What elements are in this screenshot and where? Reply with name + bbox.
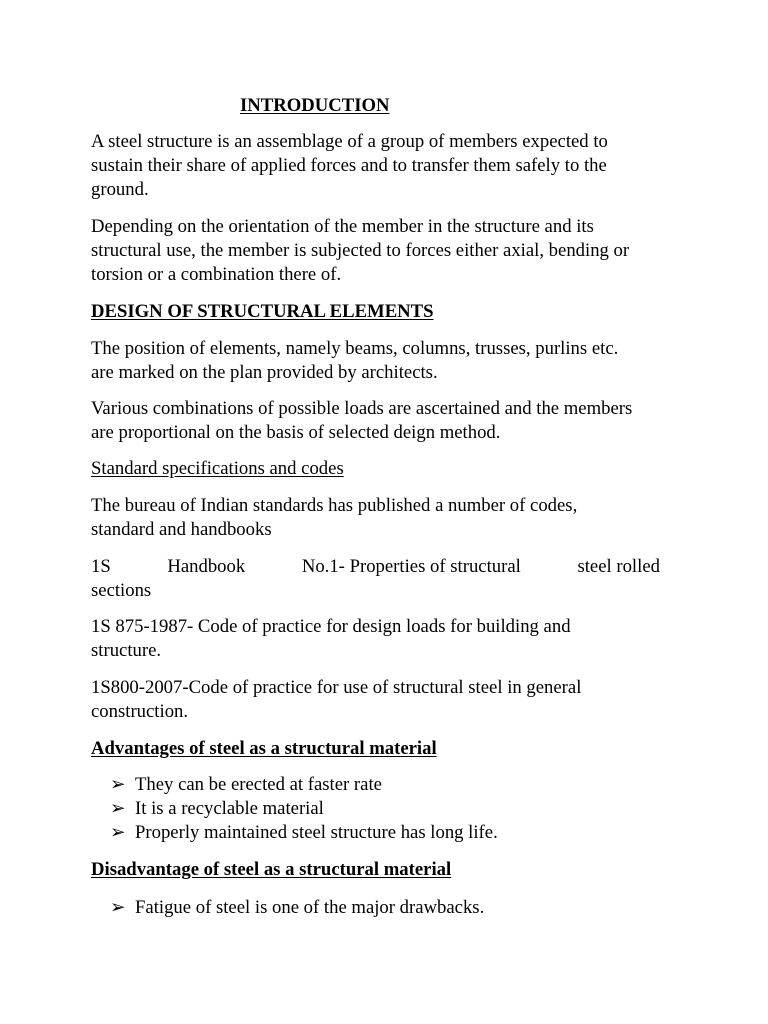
specs-para1-line1: The bureau of Indian standards has published a number of codes, xyxy=(91,495,578,516)
arrow-bullet-icon: ➢ xyxy=(110,822,126,843)
list-item xyxy=(110,773,382,797)
advantage-item-3: Properly maintained steel structure has long life. xyxy=(135,822,498,843)
code3-line1: 1S800-2007-Code of practice for use of structural steel in general xyxy=(91,677,582,698)
code3-line2: construction. xyxy=(91,701,189,722)
intro-para1-line3: ground. xyxy=(91,179,149,200)
code2-line2: structure. xyxy=(91,640,162,661)
intro-para2-line3: torsion or a combination there of. xyxy=(91,264,342,285)
intro-para2-line1: Depending on the orientation of the member in the structure and its xyxy=(91,216,594,237)
list-item xyxy=(110,797,324,821)
list-item xyxy=(110,896,484,920)
list-item xyxy=(110,821,498,845)
design-para2-line1: Various combinations of possible loads are ascertained and the members xyxy=(91,398,633,419)
intro-para1-line1: A steel structure is an assemblage of a group of members expected to xyxy=(91,131,608,152)
code1-word-2: Handbook xyxy=(167,556,246,577)
arrow-bullet-icon: ➢ xyxy=(110,897,126,918)
code1-word-1: 1S xyxy=(91,556,111,577)
design-heading: DESIGN OF STRUCTURAL ELEMENTS xyxy=(91,301,434,322)
disadvantages-heading: Disadvantage of steel as a structural material xyxy=(91,859,452,880)
advantage-item-1: They can be erected at faster rate xyxy=(135,774,382,795)
arrow-bullet-icon: ➢ xyxy=(110,798,126,819)
disadvantage-item-1: Fatigue of steel is one of the major drawbacks. xyxy=(135,897,485,918)
design-para2-line2: are proportional on the basis of selected deign method. xyxy=(91,422,501,443)
intro-para2-line2: structural use, the member is subjected to forces either axial, bending or xyxy=(91,240,630,261)
advantages-heading: Advantages of steel as a structural material xyxy=(91,738,437,759)
code2-line1: 1S 875-1987- Code of practice for design loads for building and xyxy=(91,616,571,637)
intro-heading: INTRODUCTION xyxy=(240,95,390,116)
code1-word-3: No.1- Properties of structural xyxy=(301,556,521,577)
advantage-item-2: It is a recyclable material xyxy=(135,798,324,819)
specs-para1-line2: standard and handbooks xyxy=(91,519,272,540)
code1-word-4: steel rolled xyxy=(577,556,660,577)
specs-heading: Standard specifications and codes xyxy=(91,458,344,479)
design-para1-line1: The position of elements, namely beams, columns, trusses, purlins etc. xyxy=(91,338,619,359)
code1-continuation: sections xyxy=(91,580,152,601)
intro-para1-line2: sustain their share of applied forces and to transfer them safely to the xyxy=(91,155,607,176)
code1-line xyxy=(91,555,660,579)
arrow-bullet-icon: ➢ xyxy=(110,774,126,795)
design-para1-line2: are marked on the plan provided by architects. xyxy=(91,362,438,383)
